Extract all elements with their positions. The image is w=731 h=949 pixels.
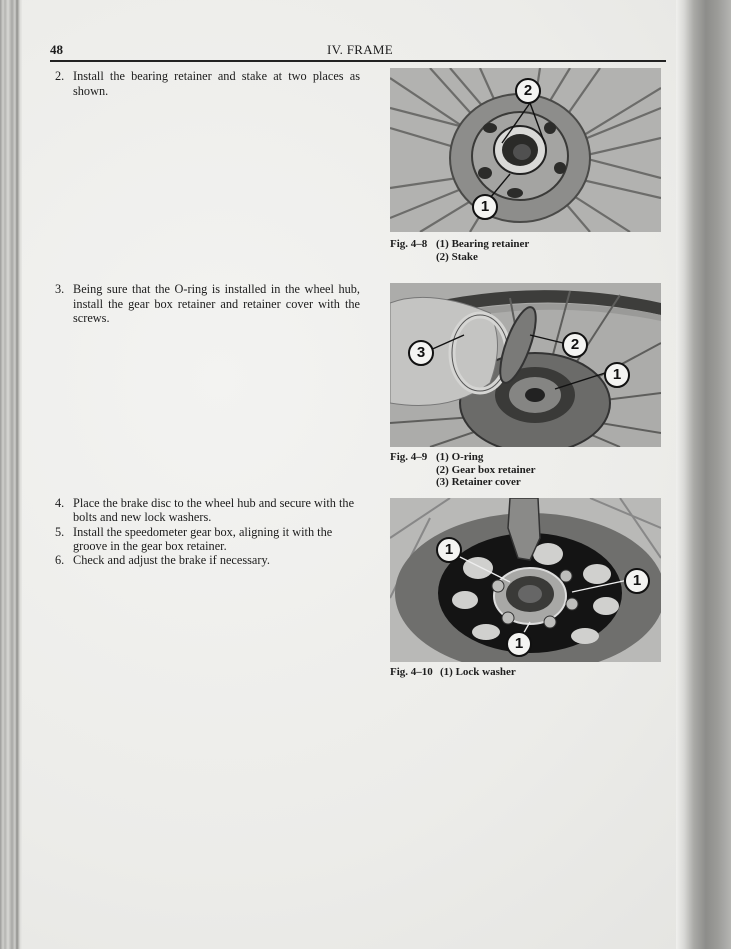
figure-label: Fig. 4–9 [390, 451, 428, 463]
step-text: Check and adjust the brake if necessary. [73, 553, 270, 568]
callout-1: 1 [624, 568, 650, 594]
step-5 [55, 525, 365, 554]
section-title: IV. FRAME [326, 42, 394, 57]
callout-1: 1 [506, 631, 532, 657]
callout-1: 1 [472, 194, 498, 220]
figure-label: Fig. 4–10 [390, 666, 433, 678]
figure-4-9-caption: Fig. 4–9 (1) O-ring (2) Gear box retainer (3) Retainer cover [390, 451, 536, 488]
step-number: 4. [55, 496, 65, 510]
callout-2: 2 [562, 332, 588, 358]
step-2 [55, 69, 360, 98]
figure-4-10-caption: Fig. 4–10 (1) Lock washer [390, 666, 516, 678]
step-text: Being sure that the O-ring is installed in the wheel hub, install the gear box retainer and retainer cover with the screws. [73, 282, 360, 325]
step-number: 3. [55, 282, 65, 296]
callout-2: 2 [515, 78, 541, 104]
callout-1: 1 [436, 537, 462, 563]
step-number: 2. [55, 69, 65, 83]
step-3 [55, 282, 360, 326]
callout-1: 1 [604, 362, 630, 388]
step-text: Install the speedometer gear box, aligning it with the groove in the gear box retainer. [73, 524, 333, 553]
figure-label: Fig. 4–8 [390, 238, 428, 250]
step-number: 5. [55, 524, 65, 539]
step-4 [55, 496, 365, 525]
book-binding-edge [0, 0, 22, 949]
header-rule [50, 60, 666, 62]
facing-page-edge [676, 0, 731, 949]
figure-4-8-caption: Fig. 4–8 (1) Bearing retainer (2) Stake [390, 238, 530, 263]
step-text: Place the brake disc to the wheel hub and secure with the bolts and new lock washers. [73, 496, 355, 525]
page-number: 48 [50, 42, 63, 57]
step-text: Install the bearing retainer and stake at two places as shown. [73, 69, 360, 98]
callout-3: 3 [408, 340, 434, 366]
step-number: 6. [55, 553, 65, 568]
step-6 [55, 553, 365, 567]
steps-4-to-6 [55, 496, 365, 567]
